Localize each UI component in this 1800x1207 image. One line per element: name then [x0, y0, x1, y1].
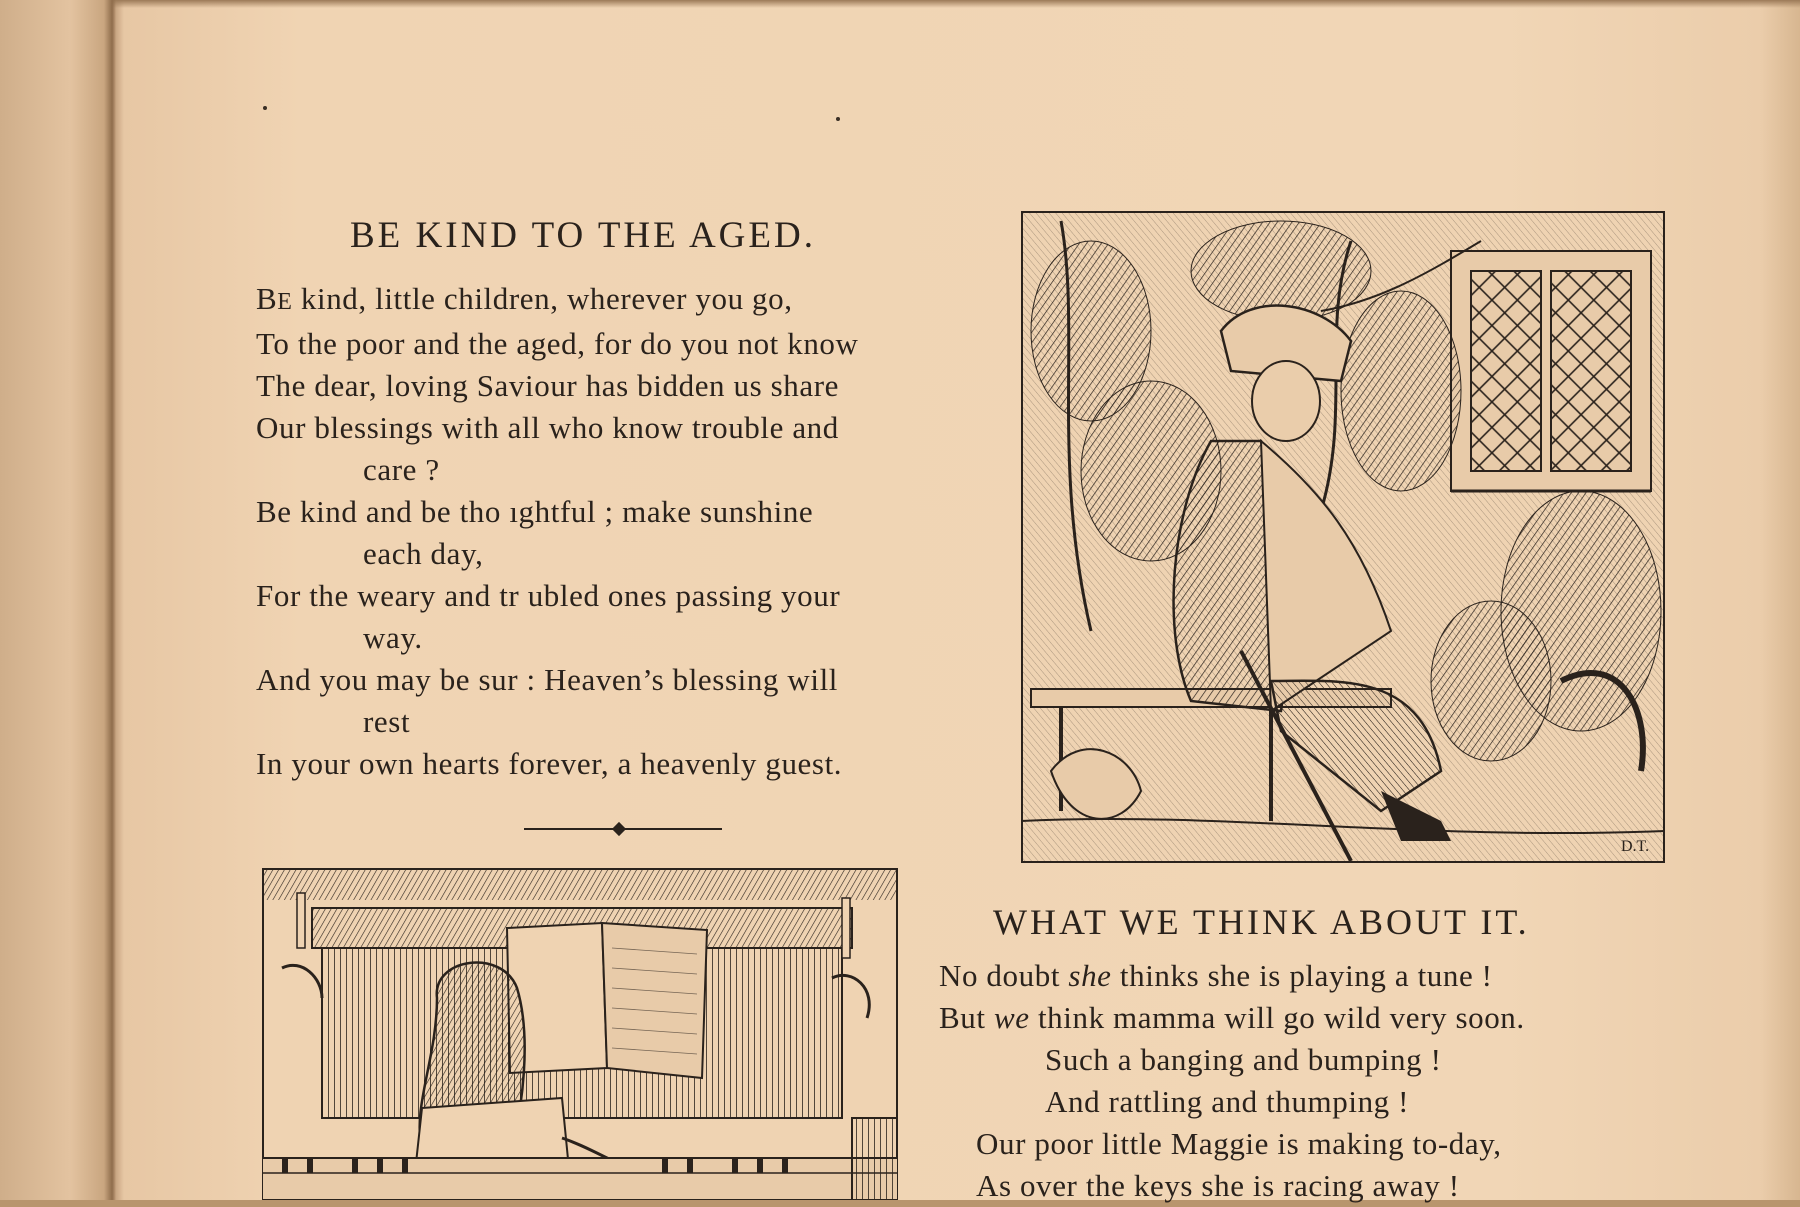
poem1-line-4-cont: care ?	[363, 452, 440, 487]
poem1-line-6: For the weary and tr ubled ones passing your	[256, 578, 841, 613]
line-text: kind, little children, wherever you go,	[292, 281, 793, 316]
emphasis-text: she	[1068, 958, 1112, 993]
left-page-edge	[0, 0, 116, 1200]
poem1-line-7: And you may be sur : Heaven’s blessing will	[256, 662, 838, 697]
print-speck	[263, 106, 267, 110]
poem2-body	[939, 955, 1525, 1207]
poem1-line-7-cont: rest	[363, 704, 411, 739]
poem2-line-4: And rattling and thumping !	[1045, 1084, 1410, 1119]
poem2-line-1	[939, 955, 1525, 997]
poem1-line-3: The dear, loving Saviour has bidden us share	[256, 368, 840, 403]
poem1-line-1	[256, 278, 859, 323]
line-text: think mamma will go wild very soon.	[1029, 1000, 1525, 1035]
poem1-line-5: Be kind and be tho ıghtful ; make sunshine	[256, 494, 814, 529]
line-text: No doubt	[939, 958, 1069, 993]
drop-cap: B	[256, 281, 278, 316]
line-text: But	[939, 1000, 994, 1035]
poem1-line-6-cont: way.	[363, 620, 423, 655]
page-top-shadow	[0, 0, 1800, 8]
poem1-body	[256, 278, 859, 785]
poem1-line-2: To the poor and the aged, for do you not know	[256, 326, 859, 361]
illustrator-signature: D.T.	[1621, 838, 1650, 855]
poem1-title: BE KIND TO THE AGED.	[350, 215, 816, 256]
small-caps: E	[277, 289, 293, 315]
piano-girl-illustration	[262, 868, 898, 1200]
poem2-line-6: As over the keys she is racing away !	[976, 1168, 1460, 1203]
poem2-line-5: Our poor little Maggie is making to-day,	[976, 1126, 1502, 1161]
print-speck	[836, 117, 840, 121]
poem1-line-8: In your own hearts forever, a heavenly guest.	[256, 746, 843, 781]
aged-woman-illustration	[1021, 211, 1665, 863]
poem1-line-5-cont: each day,	[363, 536, 484, 571]
divider-ornament-icon	[612, 822, 626, 836]
poem1-line-4: Our blessings with all who know trouble and	[256, 410, 839, 445]
poem2-line-3: Such a banging and bumping !	[1045, 1042, 1442, 1077]
emphasis-text: we	[993, 1000, 1030, 1035]
poem2-title: WHAT WE THINK ABOUT IT.	[993, 902, 1530, 942]
poem2-line-2	[939, 997, 1525, 1039]
line-text: thinks she is playing a tune !	[1111, 958, 1493, 993]
